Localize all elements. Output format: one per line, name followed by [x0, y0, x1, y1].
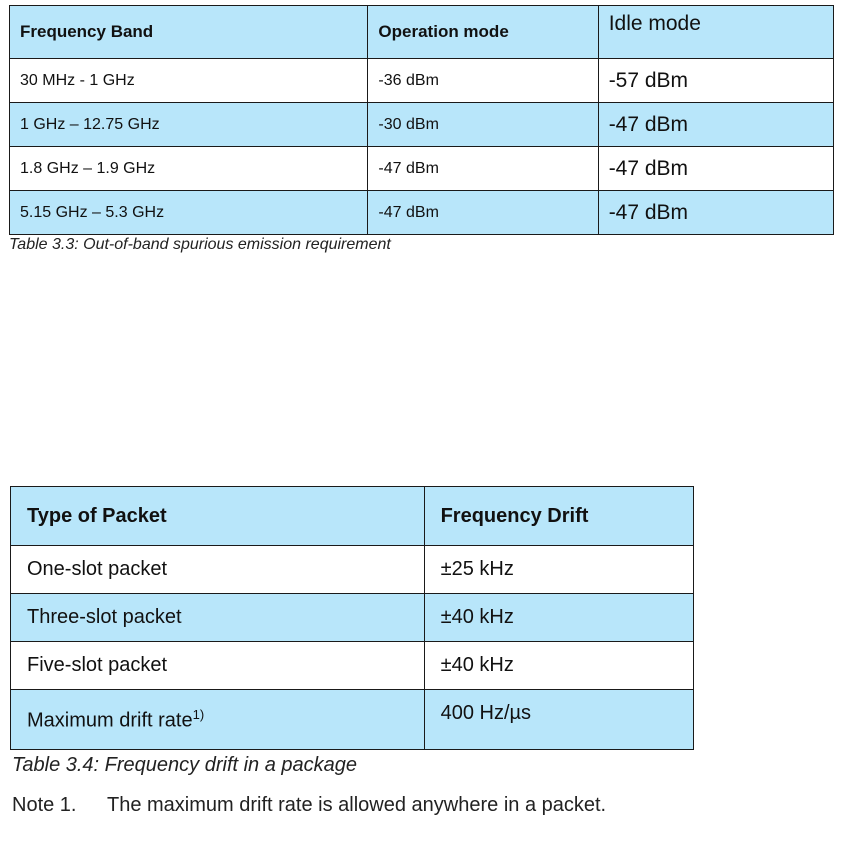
table-header-row — [10, 6, 834, 59]
note-label: Note 1. — [12, 794, 77, 816]
cell-idle-mode: -47 dBm — [598, 191, 833, 235]
cell-idle-mode: -47 dBm — [598, 147, 833, 191]
table-header-row — [11, 487, 694, 546]
cell-label: Maximum drift rate — [27, 709, 193, 732]
cell-frequency-drift: ±40 kHz — [424, 642, 693, 690]
table-row — [11, 642, 694, 690]
header-operation-mode: Operation mode — [368, 6, 598, 59]
table-row — [10, 191, 834, 235]
cell-frequency-band: 30 MHz - 1 GHz — [10, 59, 368, 103]
cell-packet-type: Five-slot packet — [11, 642, 425, 690]
cell-packet-type — [11, 690, 425, 750]
cell-frequency-drift: ±25 kHz — [424, 546, 693, 594]
header-type-of-packet: Type of Packet — [11, 487, 425, 546]
table-row — [11, 690, 694, 750]
footnote-marker: 1) — [192, 706, 205, 722]
cell-frequency-drift: ±40 kHz — [424, 594, 693, 642]
footnote — [12, 792, 652, 819]
cell-idle-mode: -47 dBm — [598, 103, 833, 147]
table-row — [10, 147, 834, 191]
table-row — [11, 594, 694, 642]
header-idle-mode: Idle mode — [598, 6, 833, 59]
header-frequency-drift: Frequency Drift — [424, 487, 693, 546]
spurious-emission-table — [9, 5, 834, 235]
cell-operation-mode: -36 dBm — [368, 59, 598, 103]
cell-frequency-band: 5.15 GHz – 5.3 GHz — [10, 191, 368, 235]
cell-packet-type: Three-slot packet — [11, 594, 425, 642]
note-text: The maximum drift rate is allowed anywhere in a packet. — [107, 794, 607, 816]
cell-packet-type: One-slot packet — [11, 546, 425, 594]
cell-frequency-band: 1 GHz – 12.75 GHz — [10, 103, 368, 147]
header-frequency-band: Frequency Band — [10, 6, 368, 59]
table-row — [10, 103, 834, 147]
cell-idle-mode: -57 dBm — [598, 59, 833, 103]
frequency-drift-table — [10, 486, 694, 750]
cell-operation-mode: -47 dBm — [368, 147, 598, 191]
table-caption: Table 3.3: Out-of-band spurious emission requirement — [9, 236, 391, 253]
cell-frequency-band: 1.8 GHz – 1.9 GHz — [10, 147, 368, 191]
table-row — [10, 59, 834, 103]
table-caption: Table 3.4: Frequency drift in a package — [12, 754, 358, 776]
cell-frequency-drift: 400 Hz/µs — [424, 690, 693, 750]
cell-operation-mode: -47 dBm — [368, 191, 598, 235]
table-row — [11, 546, 694, 594]
cell-operation-mode: -30 dBm — [368, 103, 598, 147]
